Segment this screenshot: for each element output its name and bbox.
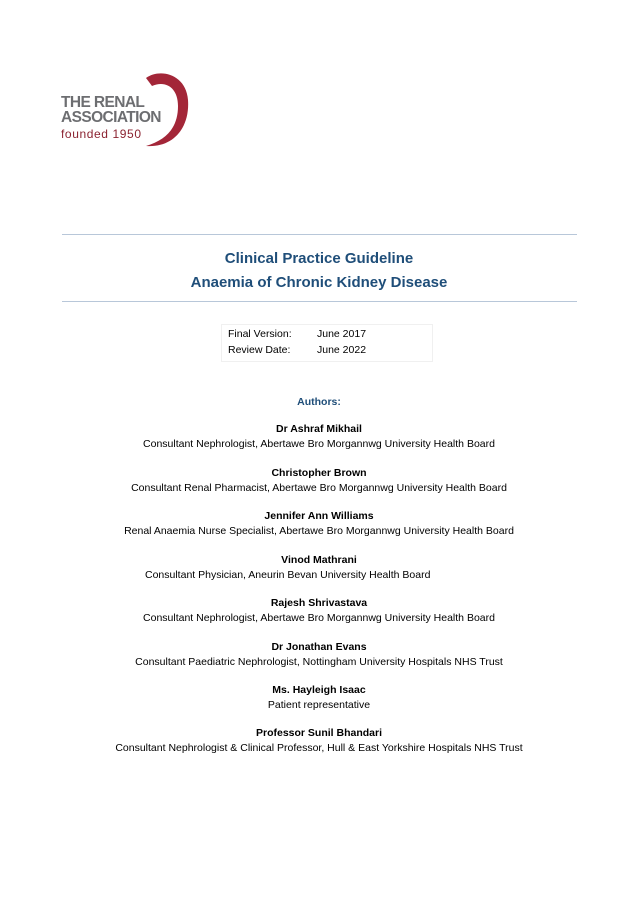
- author-role: Consultant Nephrologist & Clinical Professor, Hull & East Yorkshire Hospitals NHS Trust: [115, 742, 523, 754]
- review-date-label: Review Date:: [228, 344, 291, 356]
- author-name: Christopher Brown: [271, 467, 367, 479]
- title-line-1: Clinical Practice Guideline: [224, 250, 414, 267]
- author-entry: [0, 726, 638, 756]
- author-role: Consultant Renal Pharmacist, Abertawe Bro Morgannwg University Health Board: [131, 482, 507, 494]
- logo-line-2: ASSOCIATION: [61, 109, 161, 126]
- author-entry: [0, 466, 638, 496]
- author-name: Jennifer Ann Williams: [264, 510, 374, 522]
- author-role: Consultant Physician, Aneurin Bevan University Health Board: [145, 569, 431, 581]
- author-role: Consultant Nephrologist, Abertawe Bro Morgannwg University Health Board: [143, 612, 495, 624]
- logo-line-1: THE RENAL: [61, 94, 145, 111]
- title-line-2: Anaemia of Chronic Kidney Disease: [190, 274, 448, 291]
- author-entry: [0, 553, 638, 583]
- author-role: Patient representative: [267, 699, 371, 711]
- logo-line-3: founded 1950: [61, 127, 142, 141]
- author-role: Consultant Paediatric Nephrologist, Nottingham University Hospitals NHS Trust: [135, 656, 503, 668]
- author-entry: [0, 509, 638, 539]
- author-name: Dr Jonathan Evans: [271, 641, 367, 653]
- final-version-label: Final Version:: [228, 328, 292, 340]
- author-entry: [0, 640, 638, 670]
- top-rule: [62, 234, 577, 235]
- author-name: Professor Sunil Bhandari: [255, 727, 383, 739]
- author-name: Rajesh Shrivastava: [270, 597, 368, 609]
- author-role: Consultant Nephrologist, Abertawe Bro Morgannwg University Health Board: [143, 438, 495, 450]
- final-version-value: June 2017: [317, 328, 367, 340]
- review-date-value: June 2022: [317, 344, 367, 356]
- author-name: Vinod Mathrani: [281, 554, 357, 566]
- author-name: Ms. Hayleigh Isaac: [272, 684, 366, 696]
- version-table: [221, 324, 433, 362]
- renal-association-logo: [58, 70, 193, 150]
- author-role: Renal Anaemia Nurse Specialist, Abertawe Bro Morgannwg University Health Board: [124, 525, 514, 537]
- author-entry: [0, 422, 638, 452]
- bottom-rule: [62, 301, 577, 302]
- authors-heading: Authors:: [297, 396, 341, 408]
- author-entry: [0, 683, 638, 713]
- author-entry: [0, 596, 638, 626]
- author-name: Dr Ashraf Mikhail: [276, 423, 362, 435]
